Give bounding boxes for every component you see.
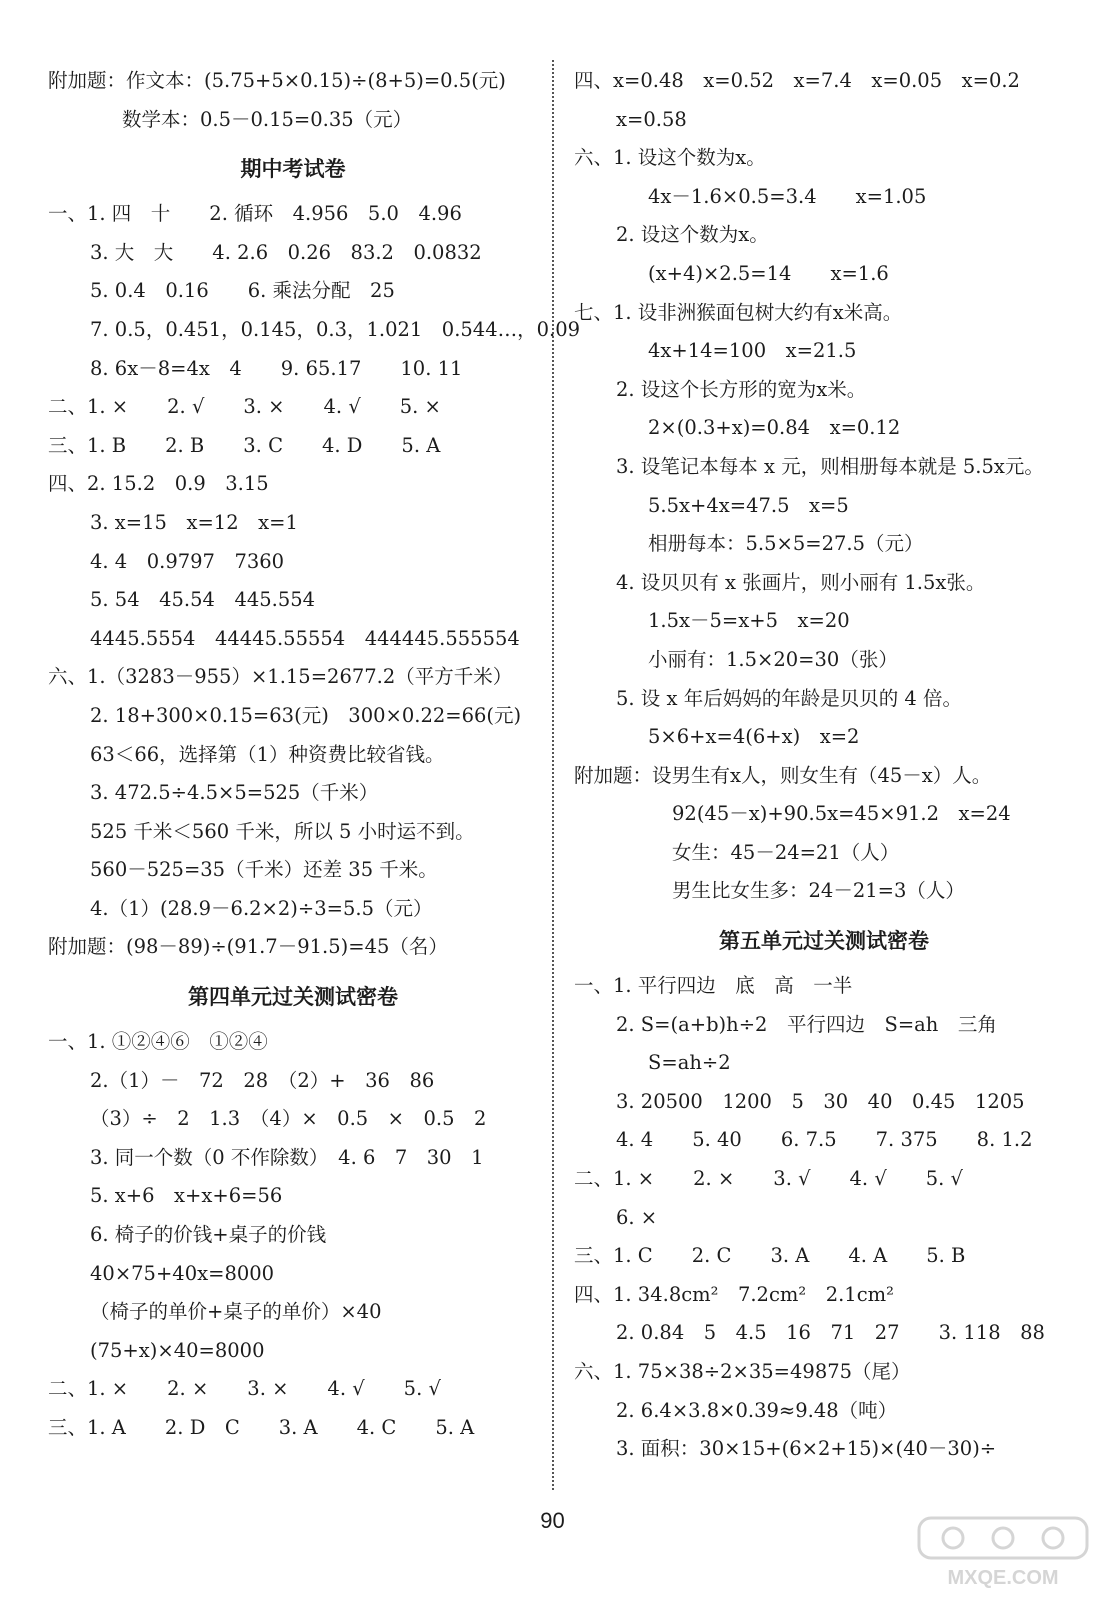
answer-line: 525 千米＜560 千米，所以 5 小时运不到。	[90, 819, 475, 843]
answer-line: 二、1. × 2. × 3. × 4. √ 5. √	[48, 1377, 441, 1401]
page-number: 90	[540, 1508, 565, 1533]
answer-line: 2. S=(a+b)h÷2 平行四边 S=ah 三角	[616, 1012, 997, 1036]
answer-line: 6. ×	[616, 1205, 658, 1229]
answer-line: 5. 0.4 0.16 6. 乘法分配 25	[90, 279, 395, 303]
answer-line: 560－525=35（千米）还差 35 千米。	[90, 858, 438, 882]
answer-line: 2. 6.4×3.8×0.39≈9.48（吨）	[616, 1398, 898, 1422]
answer-line: 4x－1.6×0.5=3.4 x=1.05	[648, 184, 927, 208]
answer-line: x=0.58	[616, 107, 687, 131]
answer-line: 2. 0.84 5 4.5 16 71 27 3. 118 88	[616, 1321, 1045, 1345]
answer-line: 二、1. × 2. √ 3. × 4. √ 5. ×	[48, 395, 441, 419]
answer-line: (75+x)×40=8000	[90, 1338, 265, 1362]
answer-line: 六、1.（3283－955）×1.15=2677.2（平方千米）	[48, 665, 513, 689]
answer-line: 1.5x－5=x+5 x=20	[648, 609, 850, 633]
answer-line: 附加题：设男生有x人，则女生有（45－x）人。	[574, 763, 992, 787]
answer-line: 4. 4 0.9797 7360	[90, 549, 285, 573]
answer-line: 女生：45－24=21（人）	[672, 840, 900, 864]
answer-line: 6. 椅子的价钱+桌子的价钱	[90, 1223, 327, 1247]
answer-line: (x+4)×2.5=14 x=1.6	[648, 261, 889, 285]
answer-line: 六、1. 75×38÷2×35=49875（尾）	[574, 1360, 911, 1383]
answer-line: （椅子的单价+桌子的单价）×40	[90, 1300, 382, 1324]
answer-line: 七、1. 设非洲猴面包树大约有x米高。	[574, 300, 903, 324]
section-title: 第四单元过关测试密卷	[188, 985, 398, 1010]
answer-line: 5.5x+4x=47.5 x=5	[648, 493, 849, 517]
answer-line: 三、1. C 2. C 3. A 4. A 5. B	[574, 1244, 966, 1268]
answer-line: 3. 20500 1200 5 30 40 0.45 1205	[616, 1089, 1025, 1113]
answer-line: 数学本：0.5－0.15=0.35（元）	[122, 107, 413, 131]
answer-line: 63＜66，选择第（1）种资费比较省钱。	[90, 742, 445, 766]
answer-line: 四、2. 15.2 0.9 3.15	[48, 472, 269, 496]
answer-line: 4. 设贝贝有 x 张画片，则小丽有 1.5x张。	[616, 570, 986, 594]
answer-line: 相册每本：5.5×5=27.5（元）	[648, 532, 924, 556]
answer-line: 3. 设笔记本每本 x 元，则相册每本就是 5.5x元。	[616, 454, 1044, 478]
answer-line: 3. x=15 x=12 x=1	[90, 510, 298, 534]
answer-line: 三、1. B 2. B 3. C 4. D 5. A	[48, 433, 441, 457]
answer-line: 一、1. ①②④⑥ ①②④	[48, 1030, 268, 1054]
answer-line: 2. 18+300×0.15=63(元) 300×0.22=66(元)	[90, 703, 522, 727]
answer-line: 二、1. × 2. × 3. √ 4. √ 5. √	[574, 1167, 963, 1191]
column-divider	[552, 60, 554, 1490]
answer-line: 5. x+6 x+x+6=56	[90, 1184, 283, 1208]
answer-line: 小丽有：1.5×20=30（张）	[648, 647, 898, 671]
watermark-logo	[913, 1512, 1093, 1592]
answer-line: 3. 大 大 4. 2.6 0.26 83.2 0.0832	[90, 240, 482, 264]
answer-line: 附加题：作文本：(5.75+5×0.15)÷(8+5)=0.5(元)	[48, 69, 506, 92]
answer-line: 5×6+x=4(6+x) x=2	[648, 725, 860, 749]
answer-line: 2. 设这个数为x。	[616, 223, 769, 247]
answer-line: 7. 0.5，0.451，0.145，0.3，1.021 0.544…，0.09	[90, 317, 581, 341]
answer-line: 一、1. 平行四边 底 高 一半	[574, 974, 853, 998]
answer-line: 3. 面积：30×15+(6×2+15)×(40－30)÷	[616, 1437, 997, 1461]
answer-line: 4x+14=100 x=21.5	[648, 339, 857, 363]
right-column	[574, 62, 1074, 1469]
answer-line: 2.（1）－ 72 28 （2）+ 36 86	[90, 1068, 435, 1092]
answer-line: 四、x=0.48 x=0.52 x=7.4 x=0.05 x=0.2	[574, 69, 1020, 92]
answer-line: 四、1. 34.8cm² 7.2cm² 2.1cm²	[574, 1282, 894, 1306]
answer-line: （3）÷ 2 1.3 （4）× 0.5 × 0.5 2	[90, 1107, 487, 1131]
answer-line: S=ah÷2	[648, 1051, 731, 1075]
section-title: 第五单元过关测试密卷	[719, 929, 929, 954]
answer-line: 4445.5554 44445.55554 444445.555554	[90, 626, 520, 650]
answer-line: 六、1. 设这个数为x。	[574, 146, 766, 170]
watermark-text: MXQE.COM	[947, 1567, 1059, 1589]
answer-line: 5. 54 45.54 445.554	[90, 588, 316, 612]
answer-line: 附加题：(98－89)÷(91.7－91.5)=45（名）	[48, 935, 448, 959]
answer-line: 一、1. 四 十 2. 循环 4.956 5.0 4.96	[48, 202, 462, 226]
left-column	[48, 62, 581, 1448]
answer-line: 3. 同一个数（0 不作除数） 4. 6 7 30 1	[90, 1145, 484, 1169]
answer-line: 40×75+40x=8000	[90, 1261, 275, 1285]
answer-line: 2. 设这个长方形的宽为x米。	[616, 377, 867, 401]
answer-line: 92(45－x)+90.5x=45×91.2 x=24	[672, 802, 1011, 826]
answer-line: 三、1. A 2. D C 3. A 4. C 5. A	[48, 1416, 475, 1439]
answer-line: 男生比女生多：24－21=3（人）	[672, 879, 965, 903]
answer-line: 2×(0.3+x)=0.84 x=0.12	[648, 416, 901, 440]
answer-line: 5. 设 x 年后妈妈的年龄是贝贝的 4 倍。	[616, 686, 963, 710]
answer-line: 8. 6x－8=4x 4 9. 65.17 10. 11	[90, 356, 463, 380]
answer-line: 4. 4 5. 40 6. 7.5 7. 375 8. 1.2	[616, 1128, 1033, 1152]
answer-line: 4.（1）(28.9－6.2×2)÷3=5.5（元）	[90, 896, 433, 920]
section-title: 期中考试卷	[240, 157, 346, 182]
answer-line: 3. 472.5÷4.5×5=525（千米）	[90, 781, 379, 805]
